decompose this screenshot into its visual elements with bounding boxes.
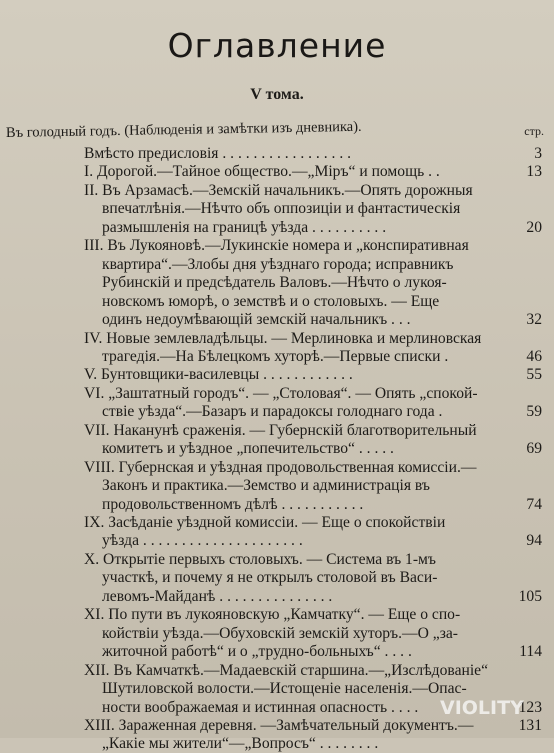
toc-line: Шутиловской волости.—Истощеніе населенія.—Опас- [102, 680, 467, 698]
toc-page-number: 55 [526, 366, 542, 384]
toc-page-number: 46 [526, 347, 542, 365]
toc-line: комитетъ и уѣздное „попечительство“ . . . . . [102, 440, 394, 458]
toc-line: Законъ и практика.—Земство и администрація въ [102, 477, 430, 495]
toc-line: одинъ недоумѣвающій земскій начальникъ . . . [102, 311, 411, 329]
toc-line: X. Открытіе первыхъ столовыхъ. — Система въ 1-мъ [84, 550, 436, 568]
toc-line: XII. Въ Камчаткѣ.—Мадаевскій старшина.—„Изслѣдованіе“ [84, 661, 489, 679]
toc-line: ствіе уѣзда“.—Базаръ и парадоксы голоднаго года . [102, 403, 443, 421]
toc-page-number: 59 [526, 403, 542, 421]
toc-line: V. Бунтовщики-василевцы . . . . . . . . . . . . [84, 366, 353, 384]
toc-page-number: 69 [526, 440, 542, 458]
toc-line: VI. „Заштатный городъ“. — „Столовая“. — Опять „спокой- [84, 384, 478, 402]
toc-line: VIII. Губернская и уѣздная продовольственная комиссіи.— [84, 458, 477, 476]
toc-line: I. Дорогой.—Тайное общество.—„Міръ“ и помощь . . [84, 163, 440, 181]
volume-subtitle: V тома. [250, 86, 304, 103]
toc-line: IV. Новые землевладѣльцы. — Мерлиновка и мерлиновская [84, 329, 482, 347]
toc-line: ности воображаемая и истинная опасность . . . . [102, 698, 419, 716]
toc-line: II. Въ Арзамасѣ.—Земскій начальникъ.—Опять дорожныя [84, 181, 473, 199]
toc-line: уѣзда . . . . . . . . . . . . . . . . . . . . . [102, 532, 303, 550]
toc-line: продовольственномъ дѣлѣ . . . . . . . . . . . [102, 495, 364, 513]
toc-page-number: 32 [526, 311, 542, 329]
toc-line: IX. Засѣданіе уѣздной комиссіи. — Еще о спокойствіи [84, 514, 446, 531]
toc-page-number: 131 [518, 716, 542, 734]
toc-line: новскомъ юморѣ, о земствѣ и о столовыхъ. — Еще [102, 292, 440, 310]
toc-line: левомъ-Майданѣ . . . . . . . . . . . . . . . [102, 587, 333, 605]
toc-line: „Какіе мы жители“—„Вопросъ“ . . . . . . . . [102, 735, 379, 753]
toc-page-number: 123 [518, 698, 542, 716]
toc-line: XIII. Зараженная деревня. —Замѣчательный документъ.— [84, 716, 474, 734]
toc-page-number: 3 [534, 145, 542, 162]
toc-page-number: 74 [526, 495, 542, 513]
toc-page-number: 94 [526, 532, 542, 550]
toc-line: квартира“.—Злобы дня уѣзднаго города; исправникъ [102, 255, 454, 273]
toc-page-number: 105 [518, 587, 542, 605]
toc-page-number: 20 [526, 218, 542, 236]
toc-line: Рубинскій и предсѣдатель Валовъ.—Нѣчто о лукоя- [102, 274, 447, 292]
section-heading: Въ голодный годъ. (Наблюденія и замѣтки изъ дневника). [5, 118, 362, 141]
toc-line: трагедія.—На Бѣлецкомъ хуторѣ.—Первые списки . [102, 347, 449, 365]
page-title: Оглавление [167, 26, 387, 65]
toc-line: размышленія на границѣ уѣзда . . . . . . . . . . [102, 218, 387, 236]
page-column-label: стр. [524, 124, 544, 138]
toc-line: VII. Наканунѣ сраженія. — Губернскій благотворительный [84, 421, 477, 439]
toc-line: XI. По пути въ лукояновскую „Камчатку“. — Еще о спо- [84, 606, 461, 624]
toc-line: койствіи уѣзда.—Обуховскій земскій хуторъ.—О „за- [102, 624, 458, 642]
toc-page-number: 114 [519, 643, 542, 661]
toc-line: впечатлѣнія.—Нѣчто объ оппозиціи и фантастическія [102, 200, 461, 218]
toc-line: участкѣ, и почему я не открылъ столовой въ Васи- [102, 569, 438, 587]
toc-page-number: 13 [526, 163, 542, 181]
toc-line: III. Въ Лукояновѣ.—Лукинскіе номера и „конспиративная [84, 237, 469, 255]
toc-line: Вмѣсто предисловія . . . . . . . . . . . . . . . . . [84, 145, 352, 162]
toc-line: житочной работѣ“ и о „трудно-больныхъ“ . . . . [102, 643, 412, 661]
watermark-logo: VIOLITY [440, 697, 524, 719]
